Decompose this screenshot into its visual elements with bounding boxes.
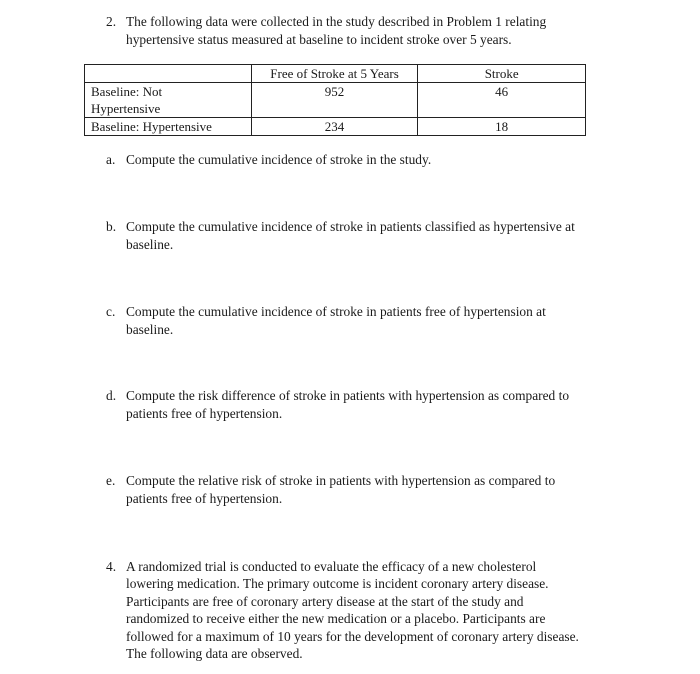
problem-2-line-2: hypertensive status measured at baseline to incident stroke over 5 years.: [126, 32, 512, 47]
question-text: [126, 472, 622, 508]
problem-4-line: The following data are observed.: [126, 646, 303, 662]
question-text: [126, 303, 622, 339]
table-header-free-of-stroke: Free of Stroke at 5 Years: [251, 65, 418, 83]
problem-4-line: randomized to receive either the new medication or a placebo. Participants are: [126, 611, 546, 627]
table-header-empty: [85, 65, 252, 83]
table-row: [85, 83, 586, 118]
table-row-label: [85, 83, 252, 118]
question-line-2: patients free of hypertension.: [126, 491, 283, 506]
problem-4-text: [126, 558, 622, 662]
table-cell-stroke: 46: [418, 83, 586, 118]
row-label-line-1: Baseline: Not: [91, 84, 163, 99]
problem-4-line: followed for a maximum of 10 years for the development of coronary artery disease.: [126, 628, 579, 644]
question-label: e.: [106, 473, 116, 488]
question-text: [126, 151, 622, 169]
problem-4-line: lowering medication. The primary outcome is incident coronary artery disease.: [126, 576, 549, 592]
table-row-label: Baseline: Hypertensive: [85, 118, 252, 136]
problem-2-text: [126, 13, 646, 49]
table-cell-free: 234: [251, 118, 418, 136]
table-header-row: [85, 65, 586, 83]
table-row: [85, 118, 586, 136]
table-cell-stroke: 18: [418, 118, 586, 136]
question-line-1: Compute the cumulative incidence of stroke in the study.: [126, 152, 432, 167]
question-text: [126, 387, 622, 423]
question-line-2: patients free of hypertension.: [126, 406, 283, 421]
question-line-1: Compute the risk difference of stroke in patients with hypertension as compared to: [126, 388, 570, 403]
problem-2-line-1: The following data were collected in the study described in Problem 1 relating: [126, 14, 547, 29]
question-line-1: Compute the cumulative incidence of stroke in patients classified as hypertensive at: [126, 219, 575, 234]
question-label: c.: [106, 304, 116, 319]
problem-4-line: Participants are free of coronary artery disease at the start of the study and: [126, 593, 524, 609]
table-cell-free: 952: [251, 83, 418, 118]
table-header-stroke: Stroke: [418, 65, 586, 83]
problem-4-number: 4.: [106, 559, 117, 574]
question-label: d.: [106, 388, 117, 403]
problem-4-line: A randomized trial is conducted to evaluate the efficacy of a new cholesterol: [126, 559, 537, 574]
question-text: [126, 218, 622, 254]
question-line-1: Compute the cumulative incidence of stroke in patients free of hypertension at: [126, 304, 546, 319]
stroke-data-table: [84, 64, 586, 136]
question-line-1: Compute the relative risk of stroke in patients with hypertension as compared to: [126, 473, 556, 488]
problem-2-number: 2.: [106, 14, 117, 29]
question-label: b.: [106, 219, 117, 234]
question-line-2: baseline.: [126, 237, 174, 252]
row-label-line-2: Hypertensive: [91, 101, 161, 116]
question-label: a.: [106, 152, 116, 167]
question-line-2: baseline.: [126, 322, 174, 337]
